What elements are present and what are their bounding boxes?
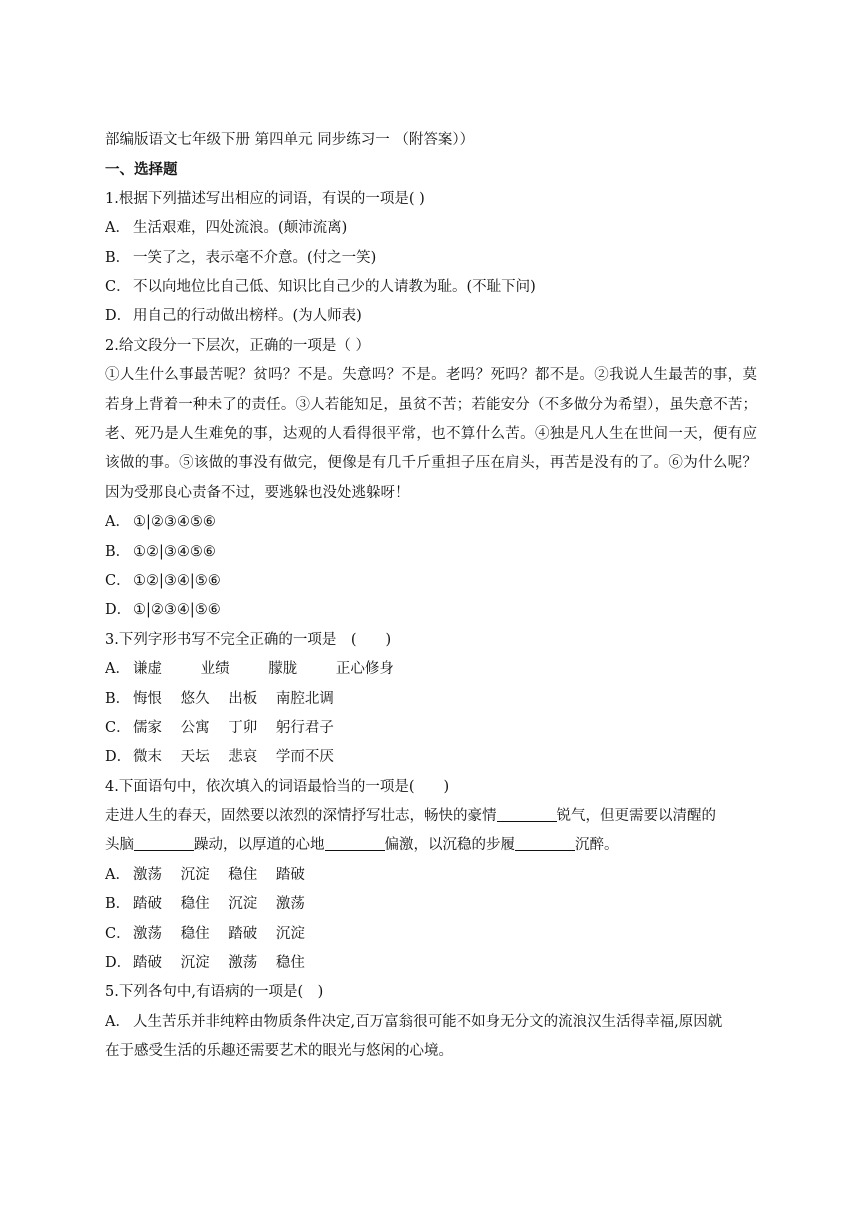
word: 谦虚 xyxy=(133,661,162,678)
document-content xyxy=(105,126,757,1067)
word: 学而不厌 xyxy=(275,749,334,766)
option-words xyxy=(133,655,428,684)
word: 沉淀 xyxy=(180,955,210,972)
sentence-text: 走进人生的春天，固然要以浓烈的深情抒写壮志，畅快的豪情 xyxy=(105,808,497,825)
question-4-sentence-line-2 xyxy=(105,831,757,860)
word: 悔恨 xyxy=(133,690,162,707)
word: 踏破 xyxy=(228,925,258,942)
question-4-option-b xyxy=(105,890,757,919)
fill-blank xyxy=(515,834,575,851)
question-4-option-d xyxy=(105,949,757,978)
word: 儒家 xyxy=(133,719,162,736)
document-title: 部编版语文七年级下册 第四单元 同步练习一 （附答案）） xyxy=(105,132,475,148)
word: 丁卯 xyxy=(228,719,258,736)
word: 出板 xyxy=(228,690,258,707)
question-4-option-a xyxy=(105,861,757,890)
option-label: C． xyxy=(105,278,131,295)
fill-blank xyxy=(497,805,557,822)
question-4-option-c xyxy=(105,920,757,949)
option-label: A． xyxy=(105,661,130,678)
option-label: B． xyxy=(105,249,131,266)
word: 微末 xyxy=(133,749,162,766)
word: 稳住 xyxy=(180,896,210,913)
option-label: B． xyxy=(105,690,131,707)
question-1-option-a xyxy=(105,214,757,243)
question-3-option-c xyxy=(105,714,757,743)
word: 公寓 xyxy=(180,719,210,736)
word: 躬行君子 xyxy=(275,719,334,736)
question-1-stem: 1.根据下列描述写出相应的词语，有误的一项是( ) xyxy=(105,190,425,207)
word: 激荡 xyxy=(275,896,305,913)
sentence-text: 头脑 xyxy=(105,837,134,854)
question-5-option-a xyxy=(105,1008,757,1037)
question-3-stem: 3.下列字形书写不完全正确的一项是 ( ) xyxy=(105,631,392,648)
word: 稳住 xyxy=(228,866,258,883)
option-label: A． xyxy=(105,514,130,531)
section-heading: 一、选择题 xyxy=(105,161,178,179)
word: 沉淀 xyxy=(228,896,258,913)
word: 悲哀 xyxy=(228,749,258,766)
question-5-option-a-continued: 在于感受生活的乐趣还需要艺术的眼光与悠闲的心境。 xyxy=(105,1043,453,1060)
question-3-option-a xyxy=(105,655,757,684)
word: 朦胧 xyxy=(268,661,298,678)
option-label: D． xyxy=(105,308,132,325)
question-5-stem: 5.下列各句中,有语病的一项是( ) xyxy=(105,984,324,1001)
option-label: A． xyxy=(105,866,130,883)
question-2-option-a xyxy=(105,508,757,537)
option-words xyxy=(133,861,319,890)
option-label: C． xyxy=(105,719,131,736)
fill-blank xyxy=(134,834,194,851)
option-label: C． xyxy=(105,572,131,589)
option-words xyxy=(133,743,348,772)
question-2-option-b xyxy=(105,538,757,567)
question-4-stem: 4.下面语句中，依次填入的词语最恰当的一项是( ) xyxy=(105,778,450,795)
option-text: 人生苦乐并非纯粹由物质条件决定,百万富翁很可能不如身无分文的流浪汉生活得幸福,原因就 xyxy=(133,1013,723,1030)
option-words xyxy=(133,890,319,919)
option-words xyxy=(133,949,319,978)
word: 激荡 xyxy=(133,925,162,942)
option-text: 不以向地位比自己低、知识比自己少的人请教为耻。(不耻下问) xyxy=(133,278,536,295)
word: 正心修身 xyxy=(335,661,394,678)
option-text: ①|②③④|⑤⑥ xyxy=(133,602,221,619)
option-text: 一笑了之，表示毫不介意。(付之一笑) xyxy=(133,249,377,266)
question-3-option-d xyxy=(105,743,757,772)
sentence-text: 偏激，以沉稳的步履 xyxy=(384,837,515,854)
word: 沉淀 xyxy=(275,925,305,942)
option-text: ①|②③④⑤⑥ xyxy=(133,514,216,531)
option-label: D． xyxy=(105,602,132,619)
option-words xyxy=(133,714,348,743)
question-2-option-d xyxy=(105,596,757,625)
question-2-passage: ①人生什么事最苦呢？贫吗？不是。失意吗？不是。老吗？死吗？都不是。②我说人生最苦的事，莫若身上背着一种未了的责任。③人若能知足，虽贫不苦；若能安分（不多做分为希望），虽失意不苦；老、死乃是人生难免的事，达观的人看得很平常，也不算什么苦。④独是凡人生在世间一天，便有应该做的事。⑤该做的事没有做完，便像是有几千斤重担子压在肩头，再苦是没有的了。⑥为什么呢？因为受那良心责备不过，要逃躲也没处逃躲呀！ xyxy=(105,367,757,501)
sentence-text: 沉醉。 xyxy=(575,837,619,854)
question-3-option-b xyxy=(105,685,757,714)
sentence-text: 躁动，以厚道的心地 xyxy=(194,837,325,854)
word: 踏破 xyxy=(275,866,305,883)
question-1-option-c xyxy=(105,273,757,302)
option-words xyxy=(133,920,319,949)
question-1-option-b xyxy=(105,244,757,273)
word: 激荡 xyxy=(133,866,162,883)
question-1-option-d xyxy=(105,302,757,331)
option-label: D． xyxy=(105,749,132,766)
option-label: B． xyxy=(105,896,131,913)
word: 沉淀 xyxy=(180,866,210,883)
option-text: ①②|③④|⑤⑥ xyxy=(133,572,221,589)
option-text: ①②|③④⑤⑥ xyxy=(133,543,216,560)
option-label: A． xyxy=(105,1013,130,1030)
option-label: B． xyxy=(105,543,131,560)
option-label: A． xyxy=(105,220,130,237)
question-2-option-c xyxy=(105,567,757,596)
word: 业绩 xyxy=(200,661,230,678)
question-2-stem: 2.给文段分一下层次，正确的一项是（ ） xyxy=(105,337,370,354)
word: 悠久 xyxy=(180,690,210,707)
word: 天坛 xyxy=(180,749,210,766)
option-words xyxy=(133,685,348,714)
word: 稳住 xyxy=(180,925,210,942)
option-label: D． xyxy=(105,955,132,972)
word: 稳住 xyxy=(275,955,305,972)
option-label: C． xyxy=(105,925,131,942)
option-text: 用自己的行动做出榜样。(为人师表) xyxy=(133,308,362,325)
word: 激荡 xyxy=(228,955,258,972)
fill-blank xyxy=(325,834,385,851)
word: 南腔北调 xyxy=(275,690,334,707)
option-text: 生活艰难，四处流浪。(颠沛流离) xyxy=(133,220,348,237)
sentence-text: 锐气，但更需要以清醒的 xyxy=(556,808,716,825)
question-4-sentence-line-1 xyxy=(105,802,757,831)
word: 踏破 xyxy=(133,955,162,972)
word: 踏破 xyxy=(133,896,162,913)
